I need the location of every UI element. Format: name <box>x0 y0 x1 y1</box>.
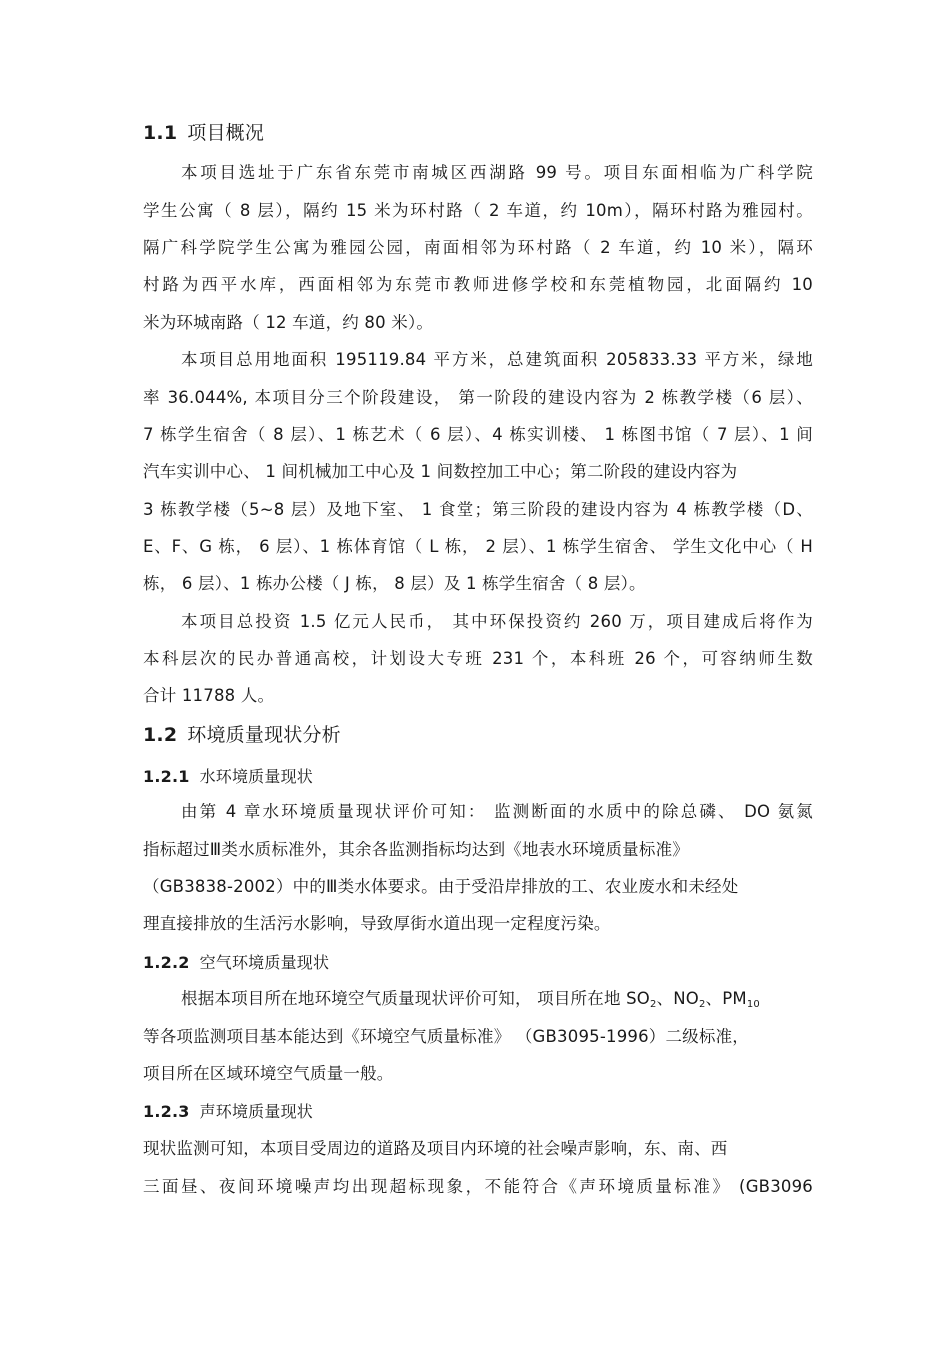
paragraph-line: 率 36.044%, 本项目分三个阶段建设， 第一阶段的建设内容为 2 栋教学楼（6 层）、 <box>143 388 813 407</box>
section-title: 水环境质量现状 <box>199 767 313 786</box>
paragraph-line: 村路为西平水库，西面相邻为东莞市教师进修学校和东莞植物园，北面隔约 10 <box>143 275 813 294</box>
subscript: 2 <box>698 999 706 1010</box>
paragraph-line: 隔广科学院学生公寓为雅园公园，南面相邻为环村路（ 2 车道，约 10 米），隔环 <box>143 238 813 257</box>
paragraph-line: 本科层次的民办普通高校，计划设大专班 231 个，本科班 26 个，可容纳师生数 <box>143 649 813 668</box>
section-title: 项目概况 <box>187 122 265 144</box>
subscript: 2 <box>649 999 657 1010</box>
subscript: 10 <box>746 999 760 1010</box>
paragraph-line: 理直接排放的生活污水影响，导致厚街水道出现一定程度污染。 <box>143 914 611 933</box>
section-number: 1.2.1 <box>143 767 190 786</box>
section-number: 1.2.2 <box>143 953 190 972</box>
section-heading-1-2-1 <box>143 765 813 789</box>
paragraph-line: 现状监测可知，本项目受周边的道路及项目内环境的社会噪声影响，东、南、西 <box>143 1139 728 1158</box>
paragraph-line <box>181 987 813 1017</box>
section-title: 声环境质量现状 <box>199 1102 313 1121</box>
paragraph-line: 汽车实训中心、 1 间机械加工中心及 1 间数控加工中心；第二阶段的建设内容为 <box>143 462 738 481</box>
paragraph-line: 学生公寓（ 8 层），隔约 15 米为环村路（ 2 车道，约 10m），隔环村路为雅园村。 <box>143 201 813 220</box>
paragraph-line: （GB3838-2002）中的Ⅲ类水体要求。由于受沿岸排放的工、农业废水和未经处 <box>143 877 739 896</box>
paragraph-line: 3 栋教学楼（5~8 层）及地下室、 1 食堂；第三阶段的建设内容为 4 栋教学楼（D、 <box>143 500 813 519</box>
paragraph-line: 项目所在区域环境空气质量一般。 <box>143 1064 394 1083</box>
text-run: 、NO <box>656 989 699 1008</box>
paragraph-line: 7 栋学生宿舍（ 8 层）、1 栋艺术（ 6 层）、4 栋实训楼、 1 栋图书馆（ 7 层）、1 间 <box>143 425 813 444</box>
section-number: 1.2.3 <box>143 1102 190 1121</box>
paragraph-line: 等各项监测项目基本能达到《环境空气质量标准》 （GB3095-1996）二级标准， <box>143 1027 749 1046</box>
section-heading-1-1 <box>143 120 813 146</box>
section-heading-1-2-2 <box>143 951 813 975</box>
paragraph-line: 本项目选址于广东省东莞市南城区西湖路 99 号。项目东面相临为广科学院 <box>181 163 813 182</box>
section-title: 空气环境质量现状 <box>199 953 330 972</box>
paragraph-line: 三面昼、夜间环境噪声均出现超标现象，不能符合《声环境质量标准》 (GB3096 <box>143 1177 813 1196</box>
text-run: 、PM <box>705 989 747 1008</box>
paragraph-line: 指标超过Ⅲ类水质标准外，其余各监测指标均达到《地表水环境质量标准》 <box>143 840 689 859</box>
paragraph-line: 由第 4 章水环境质量现状评价可知： 监测断面的水质中的除总磷、 DO 氨氮 <box>181 802 813 821</box>
section-number: 1.1 <box>143 122 178 144</box>
section-title: 环境质量现状分析 <box>187 724 341 746</box>
section-heading-1-2 <box>143 722 813 748</box>
paragraph-line: 合计 11788 人。 <box>143 686 275 705</box>
section-number: 1.2 <box>143 724 178 746</box>
paragraph-line: 本项目总投资 1.5 亿元人民币， 其中环保投资约 260 万，项目建成后将作为 <box>181 612 813 631</box>
paragraph-line: E、F、G 栋， 6 层）、1 栋体育馆（ L 栋， 2 层）、1 栋学生宿舍、 学生文化中心（ H <box>143 537 813 556</box>
paragraph-line: 米为环城南路（ 12 车道，约 80 米）。 <box>143 313 434 332</box>
section-heading-1-2-3 <box>143 1100 813 1124</box>
paragraph-line: 本项目总用地面积 195119.84 平方米，总建筑面积 205833.33 平方米，绿地 <box>181 350 813 369</box>
text-run: 根据本项目所在地环境空气质量现状评价可知， 项目所在地 SO <box>181 989 650 1008</box>
paragraph-line: 栋， 6 层）、1 栋办公楼（ J 栋， 8 层）及 1 栋学生宿舍（ 8 层）。 <box>143 574 646 593</box>
